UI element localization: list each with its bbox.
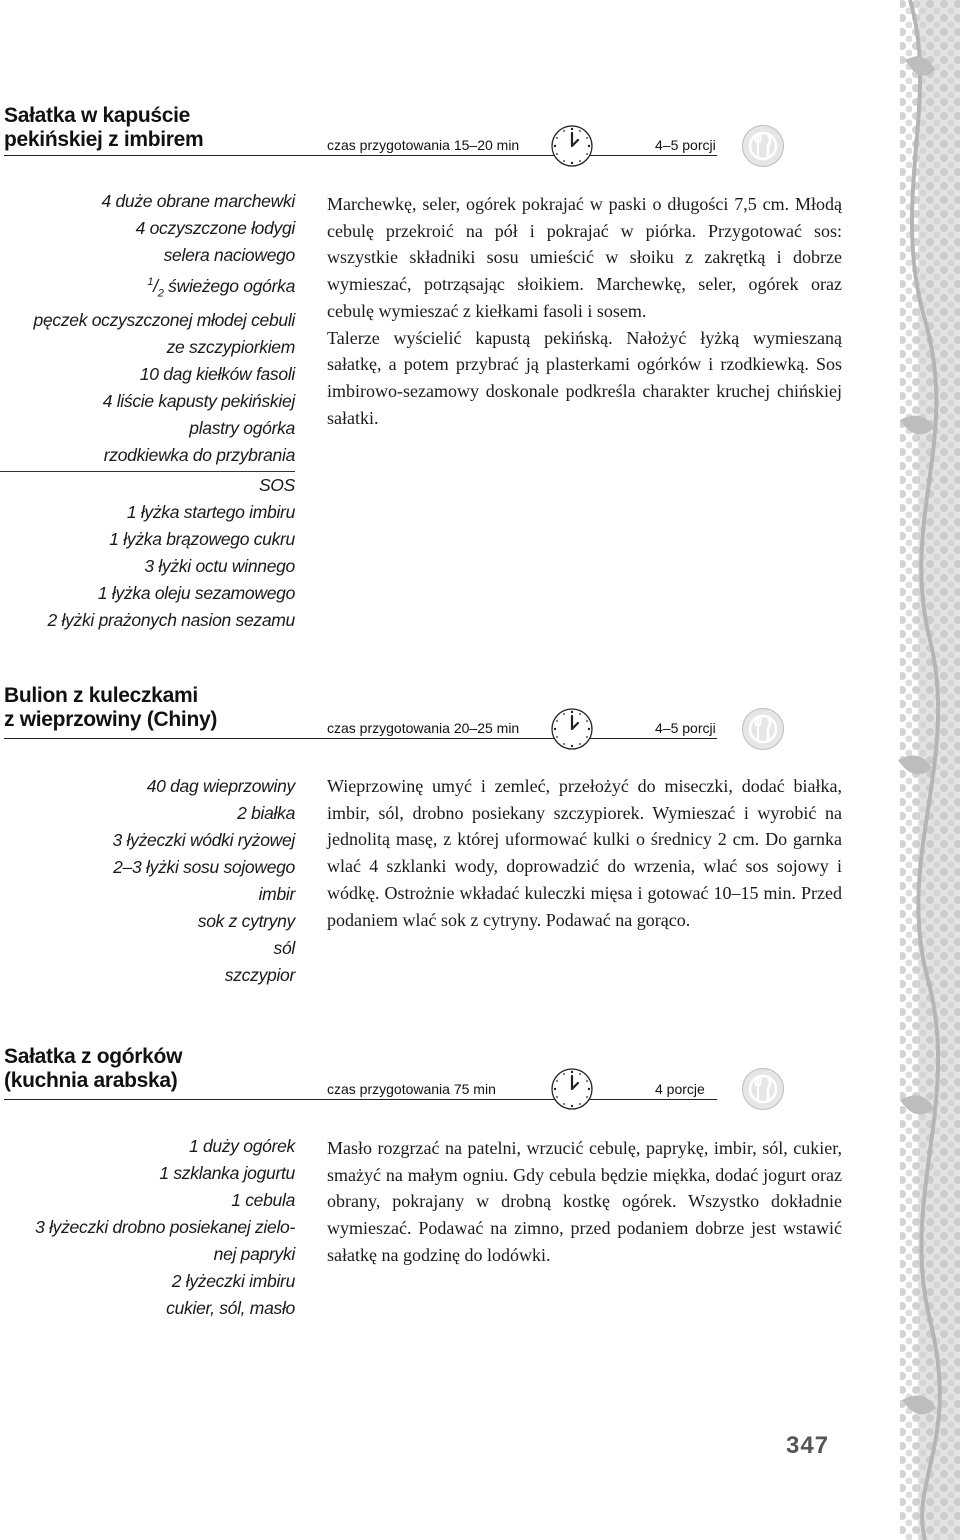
plate-cutlery-icon xyxy=(741,1067,785,1111)
method-text xyxy=(327,191,842,431)
ingredient-item: sól xyxy=(273,938,295,958)
decorative-vine-border xyxy=(870,0,960,1540)
recipe-title xyxy=(4,684,217,732)
plate-cutlery-icon xyxy=(741,124,785,168)
recipe-title-line2: (kuchnia arabska) xyxy=(4,1069,178,1092)
ingredient-item: 1 łyżka oleju sezamowego xyxy=(97,583,295,604)
ingredient-item: imbir xyxy=(258,884,295,904)
ingredient-item: 40 dag wieprzowiny xyxy=(146,776,295,796)
ingredient-item: 4 duże obrane marchewki xyxy=(101,191,295,211)
ingredient-list xyxy=(0,1133,295,1322)
ingredient-item: $^1/_2$ świeżego ogórka xyxy=(147,275,295,300)
ingredient-item: 4 oczyszczone łodygi xyxy=(135,218,295,238)
method-text xyxy=(327,773,842,933)
fraction-numerator: 1 xyxy=(147,276,154,288)
ingredient-item: nej papryki xyxy=(213,1244,295,1264)
ingredient-item: 1 duży ogórek xyxy=(188,1136,295,1156)
ingredient-item: pęczek oczyszczonej młodej cebuli xyxy=(33,310,295,331)
prep-time: czas przygotowania 75 min xyxy=(327,1081,496,1097)
method-text xyxy=(327,1135,842,1269)
recipe-title xyxy=(4,1045,182,1093)
plate-cutlery-icon xyxy=(741,707,785,751)
ingredient-item: ze szczypiorkiem xyxy=(166,337,295,358)
recipe-title-line1: Sałatka w kapuście xyxy=(4,104,191,127)
clock-icon xyxy=(550,124,594,168)
clock-icon xyxy=(550,1067,594,1111)
ingredient-item: 10 dag kiełków fasoli xyxy=(139,364,295,385)
sauce-heading: SOS xyxy=(258,475,295,496)
ingredient-item: 3 łyżeczki drobno posiekanej zielo- xyxy=(35,1217,295,1237)
page-number: 347 xyxy=(786,1432,830,1459)
ingredient-item: selera naciowego xyxy=(163,245,295,265)
portions: 4–5 porcji xyxy=(655,137,716,153)
method-paragraph: Wieprzowinę umyć i zemleć, przełożyć do miseczki, dodać białka, imbir, sól, drobno posiekany szczypiorek. Wymieszać i wyrobić na jednolitą masę, z której uformować kulki o średnicy 2 cm. Do garnka wlać 4 szklanki wody, doprowadzić do wrzenia, wlać sos sojowy i wódkę. Ostrożnie wkładać kuleczki mięsa i gotować 10–15 min. Przed podaniem wlać sok z cytryny. Podawać na gorąco. xyxy=(327,776,842,930)
method-paragraph: Marchewkę, seler, ogórek pokrajać w paski o długości 7,5 cm. Młodą cebulę przekroić na pół i pokrajać w piórka. Przygotować sos: wszystkie składniki sosu umieścić w słoiku z zakrętką i dobrze wymieszać, potrząsając słoikiem. Marchewkę, seler, ogórek oraz cebulę wymieszać z kiełkami fasoli i sosem. xyxy=(327,194,842,321)
ingredient-item: 2–3 łyżki sosu sojowego xyxy=(113,857,295,877)
ingredient-list xyxy=(0,188,295,634)
ingredient-list xyxy=(0,773,295,989)
clock-icon xyxy=(550,707,594,751)
ingredient-item: 4 liście kapusty pekińskiej xyxy=(102,391,295,412)
ingredient-item: sok z cytryny xyxy=(197,911,295,931)
ingredient-item: 1 łyżka startego imbiru xyxy=(126,502,295,523)
method-paragraph: Masło rozgrzać na patelni, wrzucić cebulę, paprykę, imbir, sól, cukier, smażyć na małym ogniu. Gdy cebula będzie miękka, dodać jogurt oraz obrany, pokrajany w drobną kostkę ogórek. Wszystko dokładnie wymieszać. Podawać na zimno, przed podaniem dobrze jest wstawić sałatkę na godzinę do lodówki. xyxy=(327,1138,842,1265)
portions: 4–5 porcji xyxy=(655,720,716,736)
header-rule xyxy=(4,155,717,156)
fraction-denominator: 2 xyxy=(157,287,164,300)
portions: 4 porcje xyxy=(655,1081,705,1097)
ingredient-item: 2 łyżki prażonych nasion sezamu xyxy=(47,610,295,631)
recipe-title-line1: Sałatka z ogórków xyxy=(4,1045,183,1068)
prep-time: czas przygotowania 15–20 min xyxy=(327,137,520,153)
recipe-title xyxy=(4,104,203,152)
prep-time: czas przygotowania 20–25 min xyxy=(327,720,520,736)
recipe-title-line2: z wieprzowiny (Chiny) xyxy=(4,708,218,731)
ingredient-item: 1 cebula xyxy=(231,1190,295,1210)
recipe-title-line2: pekińskiej z imbirem xyxy=(4,128,204,151)
ingredient-item: 1 łyżka brązowego cukru xyxy=(109,529,295,550)
ingredient-item: 3 łyżeczki wódki ryżowej xyxy=(112,830,295,850)
header-rule xyxy=(4,1099,717,1100)
ingredient-item: 2 białka xyxy=(237,803,295,823)
header-rule xyxy=(4,738,717,739)
ingredient-item: rzodkiewka do przybrania xyxy=(103,445,295,466)
ingredient-text: świeżego ogórka xyxy=(168,275,295,296)
ingredient-item: szczypior xyxy=(224,965,295,985)
recipe-title-line1: Bulion z kuleczkami xyxy=(4,684,198,707)
ingredient-item: 2 łyżeczki imbiru xyxy=(171,1271,295,1291)
ingredient-item: plastry ogórka xyxy=(189,418,295,439)
ingredient-item: 1 szklanka jogurtu xyxy=(159,1163,295,1183)
method-paragraph: Talerze wyścielić kapustą pekińską. Nałożyć łyżką wymieszaną sałatkę, a potem przybrać ją plasterkami ogórków i rzodkiewką. Sos imbirowo-sezamowy doskonale podkreśla charakter kruchej chińskiej sałatki. xyxy=(327,327,842,428)
ingredient-item: cukier, sól, masło xyxy=(166,1298,295,1318)
ingredient-item: 3 łyżki octu winnego xyxy=(144,556,295,577)
